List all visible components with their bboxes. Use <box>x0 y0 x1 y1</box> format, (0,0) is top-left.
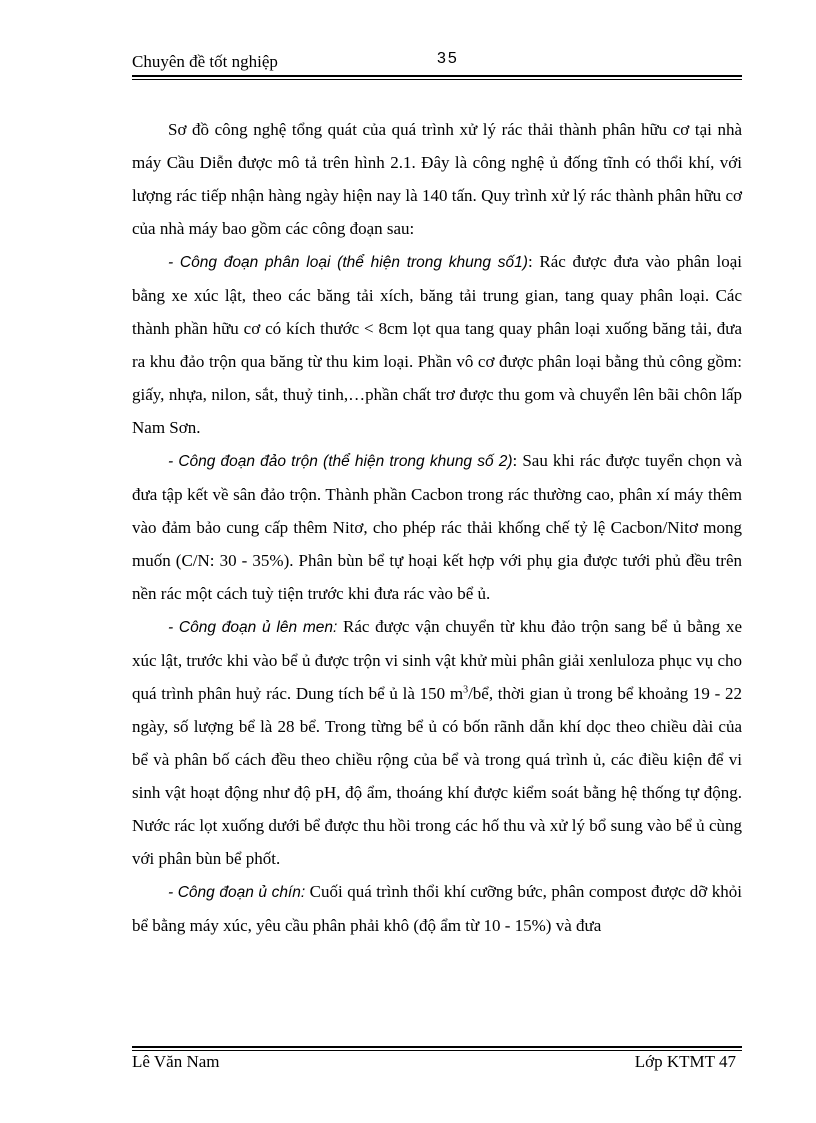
page-number: 35 <box>437 50 459 67</box>
paragraph-text: Rác được vận chuyển từ khu đảo trộn sang bể ủ bằng xe xúc lật, trước khi vào bể ủ được trộn vi sinh vật khử mùi phân giải xenluloza phục vụ cho quá trình phân huỷ rác. Dung tích bể ủ là 150 m <box>132 617 742 703</box>
page-header <box>132 50 742 76</box>
section-lead: - Công đoạn ủ chín: <box>168 884 306 901</box>
page-footer <box>132 1052 742 1076</box>
paragraph-u-len-men <box>132 610 742 875</box>
header-rule-thin <box>132 79 742 80</box>
paragraph-text: : Sau khi rác được tuyển chọn và đưa tập kết về sân đảo trộn. Thành phần Cacbon trong rác thường cao, phân xí máy thêm vào đảm bảo cung cấp thêm Nitơ, cho phép rác thải khống chế tỷ lệ Cacbon/Nitơ mong muốn (C/N: 30 - 35%). Phân bùn bể tự hoại kết hợp với phụ gia được tưới phủ đều trên nền rác một cách tuỳ tiện trước khi đưa rác vào bể ủ. <box>132 451 742 603</box>
footer-rule-thin <box>132 1050 742 1051</box>
document-title: Chuyên đề tốt nghiệp <box>132 52 278 71</box>
page-body <box>132 113 742 942</box>
paragraph-dao-tron <box>132 444 742 610</box>
paragraph-text-continued: /bể, thời gian ủ trong bể khoảng 19 - 22 ngày, số lượng bể là 28 bể. Trong từng bể ủ có bốn rãnh dẫn khí dọc theo chiều dài của bể và phân bố cách đều theo chiều rộng của bể và trong quá trình ủ, các điều kiện để vi sinh vật hoạt động như độ pH, độ ẩm, thoáng khí được kiểm soát bằng hệ thống tự động. Nước rác lọt xuống dưới bể được thu hồi trong các hố thu và xử lý bổ sung vào bể ủ cùng với phân bùn bể phốt. <box>132 684 743 868</box>
author-name: Lê Văn Nam <box>132 1052 220 1071</box>
section-lead: - Công đoạn ủ lên men: <box>168 619 338 636</box>
section-lead: - Công đoạn phân loại (thể hiện trong khung số1) <box>168 254 528 271</box>
superscript: 3 <box>463 684 469 696</box>
class-label: Lớp KTMT 47 <box>634 1052 736 1071</box>
header-rule <box>132 75 742 77</box>
section-lead: - Công đoạn đảo trộn (thể hiện trong khung số 2) <box>168 453 513 470</box>
paragraph-text: Cuối quá trình thổi khí cưỡng bức, phân compost được dỡ khỏi bể bằng máy xúc, yêu cầu phân phải khô (độ ẩm từ 10 - 15%) và đưa <box>132 882 742 935</box>
paragraph-phan-loai <box>132 245 742 444</box>
paragraph-text: Sơ đồ công nghệ tổng quát của quá trình xử lý rác thải thành phân hữu cơ tại nhà máy Cầu Diễn được mô tả trên hình 2.1. Đây là công nghệ ủ đống tĩnh có thổi khí, với lượng rác tiếp nhận hàng ngày hiện nay là 140 tấn. Quy trình xử lý rác thành phân hữu cơ của nhà máy bao gồm các công đoạn sau: <box>132 120 742 238</box>
paragraph-intro <box>132 113 742 245</box>
footer-rule <box>132 1046 742 1048</box>
paragraph-u-chin <box>132 875 742 942</box>
paragraph-text: : Rác được đưa vào phân loại bằng xe xúc lật, theo các băng tải xích, băng tải trung gian, tang quay phân loại. Các thành phần hữu cơ có kích thước < 8cm lọt qua tang quay phân loại xuống băng tải, đưa ra khu đảo trộn qua băng từ thu kim loại. Phần vô cơ được phân loại bằng thủ công gồm: giấy, nhựa, nilon, sắt, thuỷ tinh,…phần chất trơ được thu gom và chuyển lên bãi chôn lấp Nam Sơn. <box>132 252 742 437</box>
